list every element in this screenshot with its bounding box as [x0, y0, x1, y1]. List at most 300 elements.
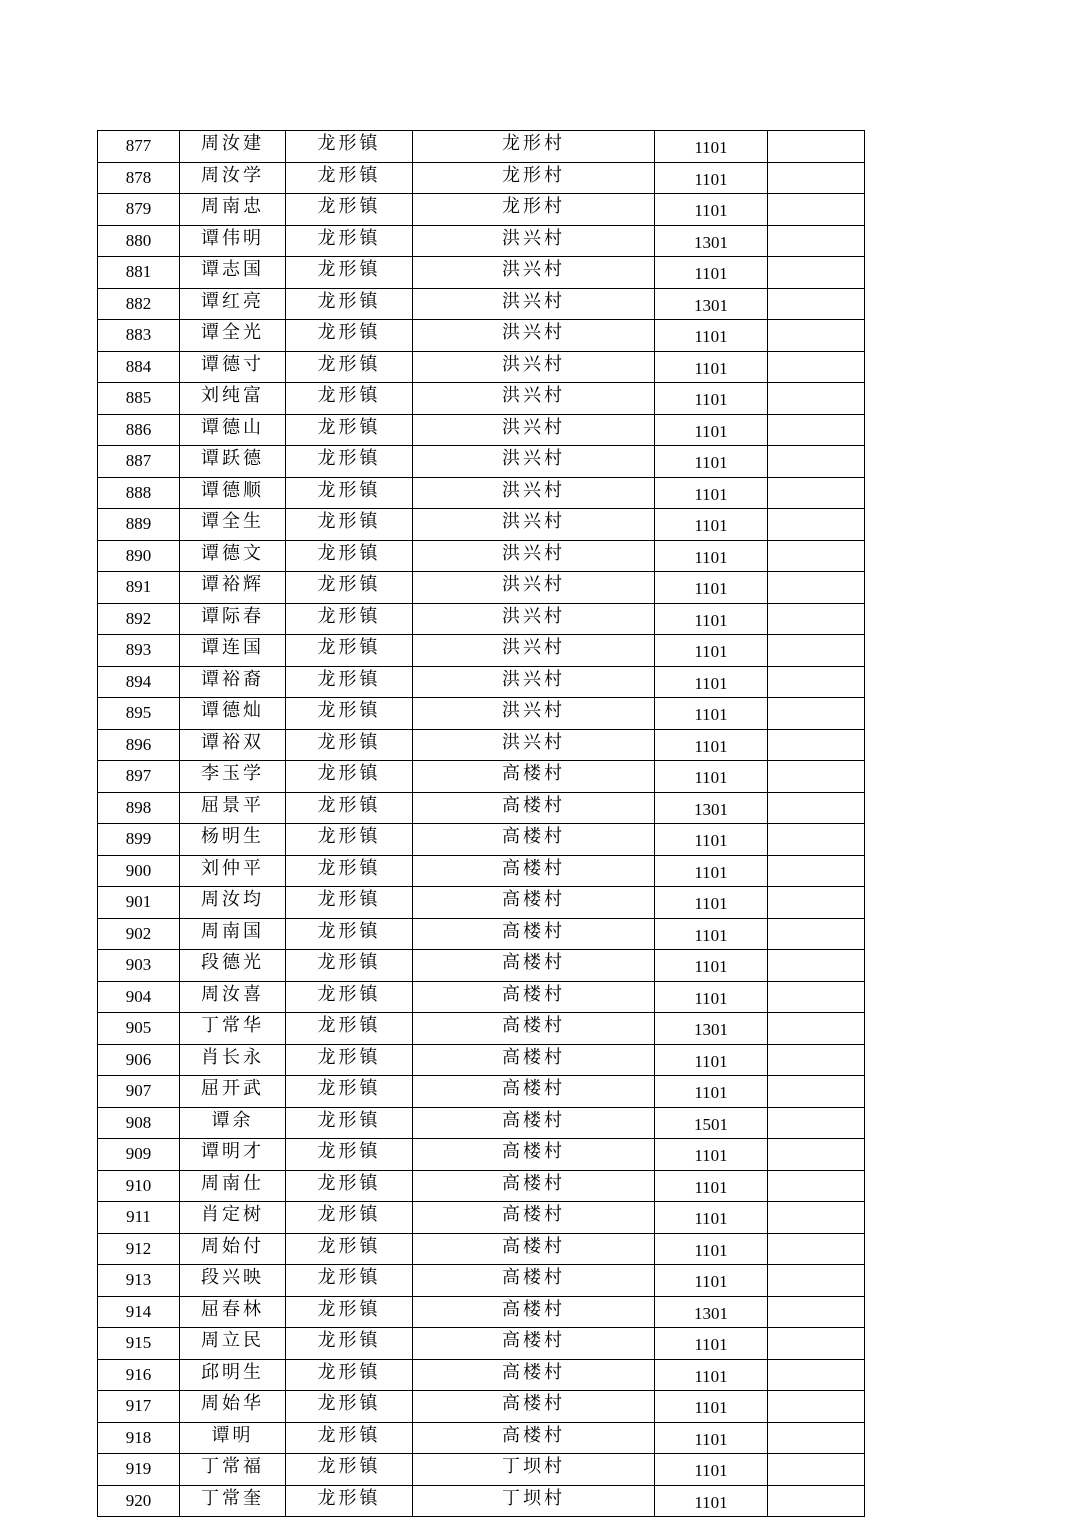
village-cell: 高楼村	[413, 824, 655, 856]
table-row	[98, 131, 865, 163]
row-number-cell: 901	[98, 887, 180, 919]
code-cell: 1101	[655, 320, 768, 352]
town-cell: 龙形镇	[286, 729, 413, 761]
note-cell	[768, 603, 865, 635]
table-row	[98, 918, 865, 950]
row-number-cell: 905	[98, 1013, 180, 1045]
table-row	[98, 1044, 865, 1076]
table-row	[98, 477, 865, 509]
town-cell: 龙形镇	[286, 383, 413, 415]
village-cell: 洪兴村	[413, 603, 655, 635]
name-cell: 李玉学	[180, 761, 286, 793]
town-cell: 龙形镇	[286, 761, 413, 793]
table-row	[98, 1391, 865, 1423]
code-cell: 1101	[655, 918, 768, 950]
row-number-cell: 899	[98, 824, 180, 856]
town-cell: 龙形镇	[286, 887, 413, 919]
code-cell: 1101	[655, 131, 768, 163]
code-cell: 1301	[655, 1296, 768, 1328]
table-row	[98, 1328, 865, 1360]
table-row	[98, 1233, 865, 1265]
code-cell: 1101	[655, 698, 768, 730]
village-cell: 高楼村	[413, 761, 655, 793]
name-cell: 刘仲平	[180, 855, 286, 887]
village-cell: 高楼村	[413, 792, 655, 824]
note-cell	[768, 1265, 865, 1297]
name-cell: 周南忠	[180, 194, 286, 226]
table-row	[98, 761, 865, 793]
name-cell: 谭德灿	[180, 698, 286, 730]
note-cell	[768, 1170, 865, 1202]
note-cell	[768, 131, 865, 163]
row-number-cell: 879	[98, 194, 180, 226]
name-cell: 谭德文	[180, 540, 286, 572]
code-cell: 1101	[655, 1391, 768, 1423]
code-cell: 1101	[655, 1422, 768, 1454]
code-cell: 1101	[655, 1265, 768, 1297]
note-cell	[768, 918, 865, 950]
name-cell: 谭裕双	[180, 729, 286, 761]
row-number-cell: 908	[98, 1107, 180, 1139]
table-row	[98, 1422, 865, 1454]
note-cell	[768, 383, 865, 415]
table-row	[98, 635, 865, 667]
name-cell: 谭裕辉	[180, 572, 286, 604]
town-cell: 龙形镇	[286, 257, 413, 289]
town-cell: 龙形镇	[286, 950, 413, 982]
row-number-cell: 917	[98, 1391, 180, 1423]
name-cell: 周南仕	[180, 1170, 286, 1202]
village-cell: 洪兴村	[413, 257, 655, 289]
code-cell: 1501	[655, 1107, 768, 1139]
town-cell: 龙形镇	[286, 1454, 413, 1486]
town-cell: 龙形镇	[286, 1013, 413, 1045]
note-cell	[768, 666, 865, 698]
row-number-cell: 915	[98, 1328, 180, 1360]
row-number-cell: 881	[98, 257, 180, 289]
code-cell: 1101	[655, 1454, 768, 1486]
code-cell: 1101	[655, 477, 768, 509]
row-number-cell: 884	[98, 351, 180, 383]
row-number-cell: 895	[98, 698, 180, 730]
name-cell: 段兴映	[180, 1265, 286, 1297]
code-cell: 1101	[655, 414, 768, 446]
table-row	[98, 572, 865, 604]
row-number-cell: 892	[98, 603, 180, 635]
village-cell: 洪兴村	[413, 225, 655, 257]
name-cell: 丁常华	[180, 1013, 286, 1045]
name-cell: 谭德山	[180, 414, 286, 446]
village-cell: 洪兴村	[413, 383, 655, 415]
code-cell: 1101	[655, 572, 768, 604]
name-cell: 杨明生	[180, 824, 286, 856]
note-cell	[768, 540, 865, 572]
code-cell: 1301	[655, 792, 768, 824]
name-cell: 周汝喜	[180, 981, 286, 1013]
village-cell: 高楼村	[413, 1170, 655, 1202]
town-cell: 龙形镇	[286, 540, 413, 572]
table-row	[98, 509, 865, 541]
name-cell: 屈春林	[180, 1296, 286, 1328]
row-number-cell: 883	[98, 320, 180, 352]
town-cell: 龙形镇	[286, 1202, 413, 1234]
town-cell: 龙形镇	[286, 1296, 413, 1328]
town-cell: 龙形镇	[286, 509, 413, 541]
town-cell: 龙形镇	[286, 194, 413, 226]
row-number-cell: 880	[98, 225, 180, 257]
code-cell: 1101	[655, 603, 768, 635]
town-cell: 龙形镇	[286, 225, 413, 257]
name-cell: 谭连国	[180, 635, 286, 667]
table-row	[98, 666, 865, 698]
row-number-cell: 898	[98, 792, 180, 824]
village-cell: 高楼村	[413, 855, 655, 887]
note-cell	[768, 635, 865, 667]
village-cell: 龙形村	[413, 131, 655, 163]
village-cell: 高楼村	[413, 1139, 655, 1171]
code-cell: 1101	[655, 1076, 768, 1108]
row-number-cell: 904	[98, 981, 180, 1013]
note-cell	[768, 257, 865, 289]
row-number-cell: 909	[98, 1139, 180, 1171]
village-cell: 洪兴村	[413, 414, 655, 446]
table-row	[98, 162, 865, 194]
note-cell	[768, 162, 865, 194]
row-number-cell: 887	[98, 446, 180, 478]
note-cell	[768, 950, 865, 982]
note-cell	[768, 1422, 865, 1454]
note-cell	[768, 792, 865, 824]
town-cell: 龙形镇	[286, 572, 413, 604]
town-cell: 龙形镇	[286, 131, 413, 163]
table-row	[98, 1454, 865, 1486]
code-cell: 1101	[655, 509, 768, 541]
table-row	[98, 1170, 865, 1202]
name-cell: 肖定树	[180, 1202, 286, 1234]
name-cell: 谭全光	[180, 320, 286, 352]
name-cell: 谭全生	[180, 509, 286, 541]
note-cell	[768, 572, 865, 604]
town-cell: 龙形镇	[286, 162, 413, 194]
table-row	[98, 1265, 865, 1297]
table-body	[98, 131, 865, 1517]
code-cell: 1101	[655, 887, 768, 919]
code-cell: 1101	[655, 761, 768, 793]
table-row	[98, 1013, 865, 1045]
code-cell: 1101	[655, 194, 768, 226]
note-cell	[768, 761, 865, 793]
row-number-cell: 885	[98, 383, 180, 415]
note-cell	[768, 1013, 865, 1045]
name-cell: 谭红亮	[180, 288, 286, 320]
row-number-cell: 878	[98, 162, 180, 194]
village-cell: 高楼村	[413, 1044, 655, 1076]
village-cell: 龙形村	[413, 194, 655, 226]
note-cell	[768, 1359, 865, 1391]
village-cell: 高楼村	[413, 981, 655, 1013]
name-cell: 丁常奎	[180, 1485, 286, 1517]
town-cell: 龙形镇	[286, 1422, 413, 1454]
town-cell: 龙形镇	[286, 1391, 413, 1423]
row-number-cell: 889	[98, 509, 180, 541]
note-cell	[768, 1076, 865, 1108]
village-cell: 洪兴村	[413, 666, 655, 698]
town-cell: 龙形镇	[286, 666, 413, 698]
row-number-cell: 906	[98, 1044, 180, 1076]
note-cell	[768, 194, 865, 226]
table-row	[98, 1202, 865, 1234]
row-number-cell: 911	[98, 1202, 180, 1234]
row-number-cell: 897	[98, 761, 180, 793]
village-cell: 洪兴村	[413, 572, 655, 604]
table-row	[98, 824, 865, 856]
table-row	[98, 855, 865, 887]
village-cell: 高楼村	[413, 1328, 655, 1360]
code-cell: 1101	[655, 446, 768, 478]
note-cell	[768, 1233, 865, 1265]
registry-table	[97, 130, 865, 1517]
table-row	[98, 446, 865, 478]
village-cell: 高楼村	[413, 1233, 655, 1265]
code-cell: 1101	[655, 635, 768, 667]
town-cell: 龙形镇	[286, 477, 413, 509]
row-number-cell: 886	[98, 414, 180, 446]
note-cell	[768, 320, 865, 352]
name-cell: 屈开武	[180, 1076, 286, 1108]
note-cell	[768, 1454, 865, 1486]
village-cell: 高楼村	[413, 918, 655, 950]
village-cell: 洪兴村	[413, 509, 655, 541]
row-number-cell: 888	[98, 477, 180, 509]
table-row	[98, 414, 865, 446]
row-number-cell: 918	[98, 1422, 180, 1454]
note-cell	[768, 225, 865, 257]
name-cell: 周汝均	[180, 887, 286, 919]
name-cell: 谭明才	[180, 1139, 286, 1171]
code-cell: 1101	[655, 824, 768, 856]
row-number-cell: 912	[98, 1233, 180, 1265]
name-cell: 刘纯富	[180, 383, 286, 415]
name-cell: 周立民	[180, 1328, 286, 1360]
name-cell: 谭裕裔	[180, 666, 286, 698]
name-cell: 周汝建	[180, 131, 286, 163]
town-cell: 龙形镇	[286, 446, 413, 478]
note-cell	[768, 698, 865, 730]
code-cell: 1101	[655, 1139, 768, 1171]
code-cell: 1101	[655, 729, 768, 761]
code-cell: 1101	[655, 1328, 768, 1360]
name-cell: 周汝学	[180, 162, 286, 194]
code-cell: 1301	[655, 288, 768, 320]
village-cell: 洪兴村	[413, 351, 655, 383]
row-number-cell: 919	[98, 1454, 180, 1486]
row-number-cell: 893	[98, 635, 180, 667]
note-cell	[768, 824, 865, 856]
note-cell	[768, 1044, 865, 1076]
name-cell: 周始华	[180, 1391, 286, 1423]
note-cell	[768, 1328, 865, 1360]
row-number-cell: 900	[98, 855, 180, 887]
village-cell: 丁坝村	[413, 1454, 655, 1486]
table-row	[98, 288, 865, 320]
code-cell: 1101	[655, 540, 768, 572]
town-cell: 龙形镇	[286, 1485, 413, 1517]
table-row	[98, 540, 865, 572]
note-cell	[768, 477, 865, 509]
village-cell: 高楼村	[413, 1422, 655, 1454]
town-cell: 龙形镇	[286, 1265, 413, 1297]
name-cell: 谭余	[180, 1107, 286, 1139]
table-row	[98, 981, 865, 1013]
note-cell	[768, 1485, 865, 1517]
row-number-cell: 896	[98, 729, 180, 761]
code-cell: 1101	[655, 162, 768, 194]
name-cell: 段德光	[180, 950, 286, 982]
row-number-cell: 914	[98, 1296, 180, 1328]
village-cell: 高楼村	[413, 950, 655, 982]
name-cell: 周南国	[180, 918, 286, 950]
table-row	[98, 351, 865, 383]
town-cell: 龙形镇	[286, 981, 413, 1013]
village-cell: 洪兴村	[413, 446, 655, 478]
table-row	[98, 1359, 865, 1391]
name-cell: 谭跃德	[180, 446, 286, 478]
code-cell: 1101	[655, 1233, 768, 1265]
row-number-cell: 902	[98, 918, 180, 950]
name-cell: 谭德寸	[180, 351, 286, 383]
village-cell: 高楼村	[413, 1107, 655, 1139]
table-row	[98, 1296, 865, 1328]
name-cell: 肖长永	[180, 1044, 286, 1076]
code-cell: 1101	[655, 351, 768, 383]
village-cell: 龙形村	[413, 162, 655, 194]
row-number-cell: 907	[98, 1076, 180, 1108]
note-cell	[768, 446, 865, 478]
note-cell	[768, 509, 865, 541]
town-cell: 龙形镇	[286, 1139, 413, 1171]
village-cell: 洪兴村	[413, 320, 655, 352]
town-cell: 龙形镇	[286, 288, 413, 320]
village-cell: 高楼村	[413, 1202, 655, 1234]
table-row	[98, 1076, 865, 1108]
village-cell: 高楼村	[413, 1359, 655, 1391]
town-cell: 龙形镇	[286, 855, 413, 887]
row-number-cell: 894	[98, 666, 180, 698]
table-row	[98, 320, 865, 352]
note-cell	[768, 1139, 865, 1171]
village-cell: 洪兴村	[413, 635, 655, 667]
note-cell	[768, 351, 865, 383]
note-cell	[768, 1296, 865, 1328]
town-cell: 龙形镇	[286, 1044, 413, 1076]
code-cell: 1101	[655, 981, 768, 1013]
note-cell	[768, 1391, 865, 1423]
town-cell: 龙形镇	[286, 918, 413, 950]
table-row	[98, 1139, 865, 1171]
village-cell: 洪兴村	[413, 288, 655, 320]
row-number-cell: 916	[98, 1359, 180, 1391]
village-cell: 洪兴村	[413, 477, 655, 509]
code-cell: 1101	[655, 383, 768, 415]
village-cell: 高楼村	[413, 887, 655, 919]
village-cell: 洪兴村	[413, 540, 655, 572]
row-number-cell: 903	[98, 950, 180, 982]
town-cell: 龙形镇	[286, 351, 413, 383]
note-cell	[768, 887, 865, 919]
code-cell: 1101	[655, 1044, 768, 1076]
village-cell: 丁坝村	[413, 1485, 655, 1517]
village-cell: 高楼村	[413, 1296, 655, 1328]
village-cell: 洪兴村	[413, 729, 655, 761]
name-cell: 谭德顺	[180, 477, 286, 509]
row-number-cell: 920	[98, 1485, 180, 1517]
row-number-cell: 910	[98, 1170, 180, 1202]
code-cell: 1301	[655, 1013, 768, 1045]
village-cell: 高楼村	[413, 1076, 655, 1108]
village-cell: 高楼村	[413, 1265, 655, 1297]
table-row	[98, 257, 865, 289]
row-number-cell: 882	[98, 288, 180, 320]
town-cell: 龙形镇	[286, 1076, 413, 1108]
table-row	[98, 729, 865, 761]
table-row	[98, 225, 865, 257]
code-cell: 1301	[655, 225, 768, 257]
town-cell: 龙形镇	[286, 603, 413, 635]
table-row	[98, 194, 865, 226]
code-cell: 1101	[655, 950, 768, 982]
note-cell	[768, 729, 865, 761]
town-cell: 龙形镇	[286, 698, 413, 730]
note-cell	[768, 855, 865, 887]
town-cell: 龙形镇	[286, 414, 413, 446]
name-cell: 周始付	[180, 1233, 286, 1265]
town-cell: 龙形镇	[286, 320, 413, 352]
village-cell: 洪兴村	[413, 698, 655, 730]
note-cell	[768, 981, 865, 1013]
code-cell: 1101	[655, 1485, 768, 1517]
row-number-cell: 877	[98, 131, 180, 163]
town-cell: 龙形镇	[286, 1328, 413, 1360]
name-cell: 谭志国	[180, 257, 286, 289]
table-row	[98, 698, 865, 730]
town-cell: 龙形镇	[286, 824, 413, 856]
code-cell: 1101	[655, 1202, 768, 1234]
table-row	[98, 1107, 865, 1139]
row-number-cell: 913	[98, 1265, 180, 1297]
row-number-cell: 890	[98, 540, 180, 572]
town-cell: 龙形镇	[286, 1359, 413, 1391]
name-cell: 谭明	[180, 1422, 286, 1454]
table-row	[98, 887, 865, 919]
table-row	[98, 383, 865, 415]
name-cell: 屈景平	[180, 792, 286, 824]
name-cell: 谭际春	[180, 603, 286, 635]
note-cell	[768, 288, 865, 320]
code-cell: 1101	[655, 257, 768, 289]
code-cell: 1101	[655, 666, 768, 698]
note-cell	[768, 414, 865, 446]
code-cell: 1101	[655, 1170, 768, 1202]
town-cell: 龙形镇	[286, 792, 413, 824]
table-row	[98, 792, 865, 824]
town-cell: 龙形镇	[286, 1107, 413, 1139]
table-row	[98, 603, 865, 635]
village-cell: 高楼村	[413, 1013, 655, 1045]
town-cell: 龙形镇	[286, 635, 413, 667]
name-cell: 邱明生	[180, 1359, 286, 1391]
code-cell: 1101	[655, 1359, 768, 1391]
row-number-cell: 891	[98, 572, 180, 604]
